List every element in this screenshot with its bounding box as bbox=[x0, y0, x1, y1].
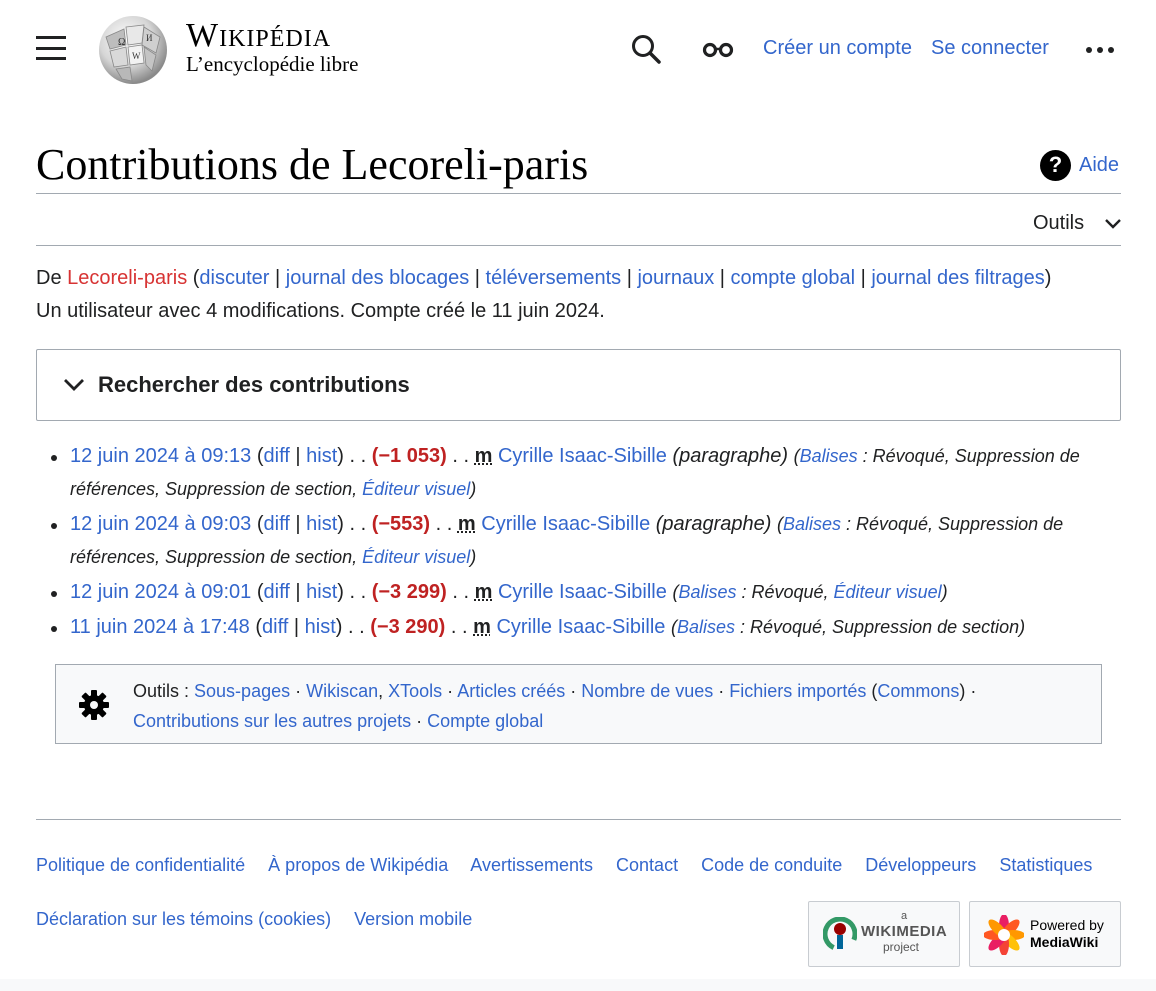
mediawiki-flower-icon bbox=[984, 915, 1024, 955]
wikimedia-logo-icon bbox=[823, 917, 857, 951]
page-link[interactable]: Cyrille Isaac-Sibille bbox=[497, 445, 667, 467]
page-link[interactable]: Cyrille Isaac-Sibille bbox=[481, 513, 651, 535]
user-page-link[interactable]: Lecoreli-paris bbox=[67, 267, 188, 289]
wordmark-title: Wikipédia bbox=[186, 17, 332, 54]
global-account-link[interactable]: compte global bbox=[730, 267, 856, 289]
global-account-tool-link[interactable]: Compte global bbox=[427, 711, 544, 731]
tags-text: : Révoqué, Suppression de références, Suppression de section, bbox=[70, 514, 1064, 567]
page-title: Contributions de Lecoreli-paris bbox=[36, 140, 589, 189]
footer-about-link[interactable]: À propos de Wikipédia bbox=[268, 855, 449, 875]
tools-label: Outils bbox=[1033, 212, 1085, 234]
hamburger-bar bbox=[36, 57, 66, 60]
hamburger-bar bbox=[36, 36, 66, 39]
user-tools-box bbox=[55, 664, 1102, 744]
other-projects-link[interactable]: Contributions sur les autres projets bbox=[133, 711, 412, 731]
block-log-link[interactable]: journal des blocages bbox=[285, 267, 470, 289]
wordmark-tagline: L’encyclopédie libre bbox=[186, 52, 359, 76]
footer-cookies-link[interactable]: Déclaration sur les témoins (cookies) bbox=[36, 909, 332, 929]
tags-link[interactable]: Balises bbox=[782, 514, 841, 534]
uploads-link[interactable]: téléversements bbox=[485, 267, 622, 289]
chevron-down-icon bbox=[63, 378, 85, 392]
list-item: 12 juin 2024 à 09:13 (diff | hist) . . (−1 053) . . m Cyrille Isaac-Sibille (paragraphe) (Balises : Révoqué, Suppression de références, Suppression de section, Éditeur visuel) bbox=[36, 440, 1121, 506]
help-label: Aide bbox=[1079, 153, 1120, 176]
tags-text: : Révoqué, Suppression de références, Suppression de section, bbox=[70, 446, 1080, 499]
help-icon: ? bbox=[1040, 150, 1071, 181]
visual-editor-tag-link[interactable]: Éditeur visuel bbox=[362, 479, 471, 499]
diff-link[interactable]: diff bbox=[263, 581, 290, 603]
tags-link[interactable]: Balises bbox=[676, 617, 735, 637]
tools-label: Outils : bbox=[133, 681, 190, 701]
size-change: (−3 299) bbox=[371, 581, 447, 603]
footer-conduct-link[interactable]: Code de conduite bbox=[701, 855, 843, 875]
tools-links: Outils : Sous-pages · Wikiscan, XTools · Articles créés · Nombre de vues · Fichiers importés (Commons) · Contributions sur les autres projets · Compte global bbox=[133, 681, 977, 731]
wikipedia-globe-icon[interactable] bbox=[96, 15, 170, 85]
revision-date-link[interactable]: 12 juin 2024 à 09:01 bbox=[70, 581, 252, 603]
tools-dropdown[interactable] bbox=[1033, 212, 1122, 235]
search-icon[interactable] bbox=[630, 33, 662, 65]
gear-icon bbox=[78, 689, 110, 721]
user-summary: Un utilisateur avec 4 modifications. Compte créé le 11 juin 2024. bbox=[36, 300, 605, 322]
talk-link[interactable]: discuter bbox=[199, 267, 270, 289]
login-link[interactable]: Se connecter bbox=[931, 37, 1049, 59]
powered-by-mediawiki-badge[interactable] bbox=[969, 901, 1121, 967]
wikimedia-project-badge[interactable] bbox=[808, 901, 960, 967]
ellipsis-icon[interactable] bbox=[1084, 38, 1116, 62]
svg-text:W: W bbox=[132, 51, 141, 61]
diff-link[interactable]: diff bbox=[262, 616, 289, 638]
visual-editor-tag-link[interactable]: Éditeur visuel bbox=[362, 547, 471, 567]
list-item: 12 juin 2024 à 09:01 (diff | hist) . . (−3 299) . . m Cyrille Isaac-Sibille (Balises : Révoqué, Éditeur visuel) bbox=[36, 576, 1121, 609]
divider bbox=[36, 193, 1121, 194]
hist-link[interactable]: hist bbox=[306, 513, 338, 535]
list-item: 12 juin 2024 à 09:03 (diff | hist) . . (−553) . . m Cyrille Isaac-Sibille (paragraphe) (Balises : Révoqué, Suppression de références, Suppression de section, Éditeur visuel) bbox=[36, 508, 1121, 574]
minor-edit-marker: m bbox=[473, 616, 491, 638]
commons-link[interactable]: Commons bbox=[877, 681, 960, 701]
minor-edit-marker: m bbox=[457, 513, 476, 535]
contributions-list bbox=[36, 440, 1121, 646]
tags-link[interactable]: Balises bbox=[678, 582, 737, 602]
svg-text:И: И bbox=[146, 33, 153, 43]
footer-privacy-link[interactable]: Politique de confidentialité bbox=[36, 855, 246, 875]
revision-date-link[interactable]: 12 juin 2024 à 09:03 bbox=[70, 513, 252, 535]
hamburger-bar bbox=[36, 47, 66, 50]
imported-files-link[interactable]: Fichiers importés bbox=[729, 681, 867, 701]
revision-date-link[interactable]: 11 juin 2024 à 17:48 bbox=[70, 616, 250, 638]
diff-link[interactable]: diff bbox=[263, 513, 290, 535]
search-contributions-toggle[interactable] bbox=[36, 349, 1121, 421]
main-menu-button[interactable] bbox=[36, 36, 66, 64]
page-link[interactable]: Cyrille Isaac-Sibille bbox=[496, 616, 666, 638]
footer-contact-link[interactable]: Contact bbox=[616, 855, 679, 875]
diff-link[interactable]: diff bbox=[263, 445, 290, 467]
list-item: 11 juin 2024 à 17:48 (diff | hist) . . (−3 290) . . m Cyrille Isaac-Sibille (Balises : Révoqué, Suppression de section) bbox=[36, 611, 1121, 644]
logs-link[interactable]: journaux bbox=[637, 267, 715, 289]
hist-link[interactable]: hist bbox=[304, 616, 336, 638]
create-account-link[interactable]: Créer un compte bbox=[763, 37, 912, 59]
footer-mobile-link[interactable]: Version mobile bbox=[354, 909, 473, 929]
divider bbox=[36, 245, 1121, 246]
edit-comment: (paragraphe) bbox=[672, 445, 789, 467]
chevron-down-icon bbox=[1104, 218, 1122, 230]
help-link[interactable] bbox=[1040, 148, 1119, 182]
tags-link[interactable]: Balises bbox=[799, 446, 858, 466]
size-change: (−1 053) bbox=[371, 445, 447, 467]
search-contributions-label: Rechercher des contributions bbox=[98, 372, 410, 397]
revision-date-link[interactable]: 12 juin 2024 à 09:13 bbox=[70, 445, 252, 467]
page-bottom-strip bbox=[0, 979, 1156, 991]
wikimedia-title: WIKIMEDIA bbox=[861, 923, 948, 940]
visual-editor-tag-link[interactable]: Éditeur visuel bbox=[833, 582, 942, 602]
mediawiki-powered-by: Powered by bbox=[1030, 917, 1104, 933]
hist-link[interactable]: hist bbox=[306, 581, 338, 603]
user-subtitle bbox=[36, 262, 1136, 328]
wikimedia-sub: project bbox=[883, 940, 920, 954]
page-link[interactable]: Cyrille Isaac-Sibille bbox=[497, 581, 667, 603]
footer-divider bbox=[36, 819, 1121, 820]
page-views-link[interactable]: Nombre de vues bbox=[581, 681, 714, 701]
hist-link[interactable]: hist bbox=[306, 445, 338, 467]
wikiscan-link[interactable]: Wikiscan bbox=[306, 681, 379, 701]
mediawiki-name: MediaWiki bbox=[1030, 934, 1099, 950]
minor-edit-marker: m bbox=[474, 445, 493, 467]
svg-text:Ω: Ω bbox=[118, 37, 126, 48]
articles-created-link[interactable]: Articles créés bbox=[457, 681, 566, 701]
user-links-line: De Lecoreli-paris (discuter | journal des blocages | téléversements | journaux | compte global | journal des filtrages) bbox=[36, 267, 1052, 289]
wikipedia-wordmark[interactable] bbox=[186, 16, 358, 74]
tags-text: : Révoqué, bbox=[736, 582, 834, 602]
subtitle-prefix: De bbox=[36, 267, 62, 289]
edit-comment: (paragraphe) bbox=[655, 513, 772, 535]
footer-developers-link[interactable]: Développeurs bbox=[865, 855, 977, 875]
footer-links-secondary bbox=[36, 906, 490, 932]
site-header bbox=[0, 0, 1156, 100]
footer-stats-link[interactable]: Statistiques bbox=[999, 855, 1093, 875]
footer-disclaimers-link[interactable]: Avertissements bbox=[470, 855, 594, 875]
subpages-link[interactable]: Sous-pages bbox=[194, 681, 291, 701]
size-change: (−3 290) bbox=[370, 616, 446, 638]
footer-links bbox=[36, 852, 1110, 878]
size-change: (−553) bbox=[371, 513, 431, 535]
glasses-icon[interactable] bbox=[702, 38, 734, 62]
xtools-link[interactable]: XTools bbox=[388, 681, 443, 701]
wikimedia-small: a bbox=[901, 910, 908, 922]
minor-edit-marker: m bbox=[474, 581, 493, 603]
tags-text: : Révoqué, Suppression de section bbox=[734, 617, 1020, 637]
abuse-log-link[interactable]: journal des filtrages bbox=[871, 267, 1045, 289]
